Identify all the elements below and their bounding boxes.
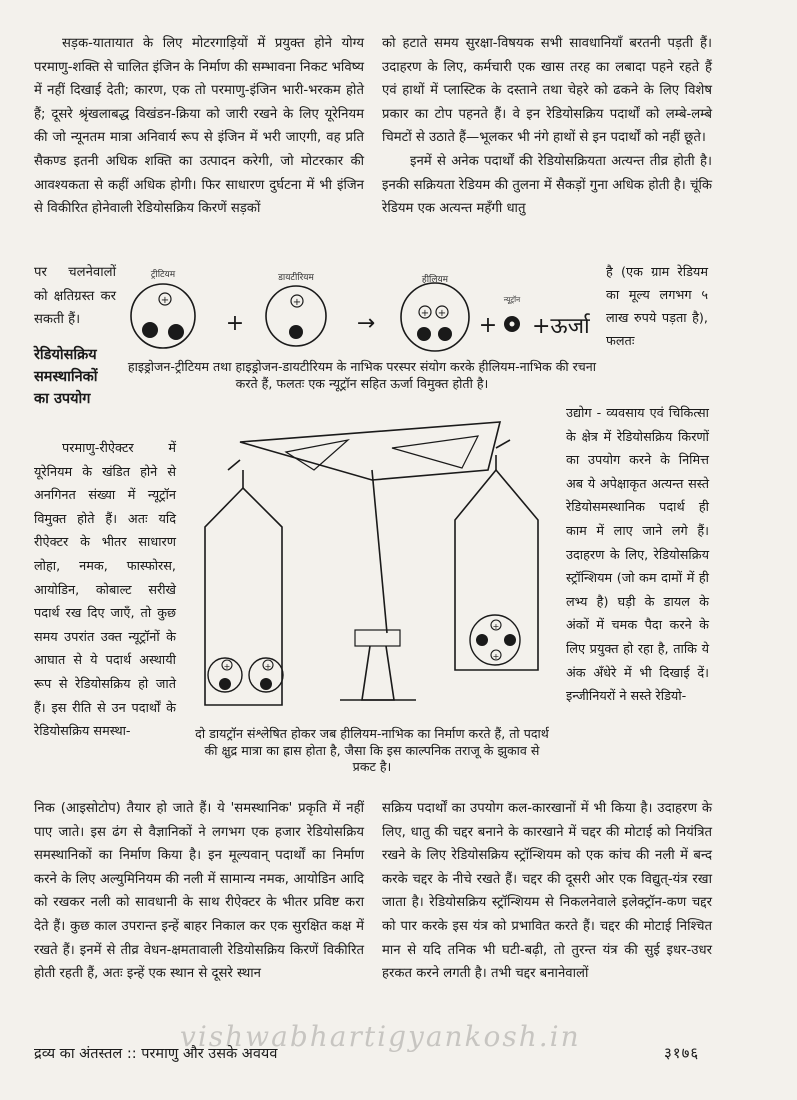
- neutron-icon: [289, 325, 303, 339]
- reaction-arrow: →: [356, 311, 376, 336]
- helium-nucleus: [401, 283, 469, 351]
- right-pan: [455, 470, 538, 670]
- scale-pointer: [372, 470, 387, 633]
- figure-caption-2: दो डायट्रॉन संश्लेषित होकर जब हीलियम-नाभिक का निर्माण करते हैं, तो पदार्थ की क्षुद्र मात्रा का ह्रास होता है, जैसा कि इस काल्पनिक तराजू के झुकाव से प्रकट है।: [195, 726, 549, 774]
- paragraph: को हटाते समय सुरक्षा-विषयक सभी सावधानियाँ बरतनी पड़ती हैं। उदाहरण के लिए, कर्मचारी एक खास तरह का लबादा पहने रहते हैं एवं हाथों में प्लास्टिक के दस्ताने तथा चेहरे को ढकने के लिए विशेष प्रकार का टोप पहनते हैं। वे इन रेडियोसक्रिय पदार्थों को लम्बे-लम्बे चिमटों से उठाते हैं—भूलकर भी नंगे हाथों से इन पदार्थों को नहीं छूते।: [382, 36, 712, 146]
- svg-text:+: +: [264, 662, 272, 671]
- text-column-bottom-right: [382, 797, 712, 986]
- deuterium-label: डायटीरियम: [278, 273, 314, 283]
- deuterium-particles: [289, 295, 303, 339]
- right-pan-nucleus: [470, 615, 520, 665]
- neutron-icon: [417, 327, 431, 341]
- paragraph: पर चलनेवालों को क्षतिग्रस्त कर सकती हैं।: [34, 265, 116, 328]
- scale-stand: [362, 646, 394, 700]
- text-column-bottom-left: [34, 797, 364, 986]
- tritium-particles: [142, 293, 184, 340]
- scale-dial: [355, 630, 400, 646]
- left-pan: [205, 488, 282, 705]
- watermark: vishwabhartigyankosh.in: [180, 1020, 581, 1053]
- helium-particles: [417, 306, 452, 341]
- svg-text:+: +: [492, 622, 500, 631]
- neutron-icon: [219, 678, 231, 690]
- helium-label: हीलियम: [421, 275, 449, 285]
- neutron-icon: [142, 322, 158, 338]
- energy-label: +ऊर्जा: [532, 314, 590, 339]
- neutron-icon: [476, 634, 488, 646]
- plus-sign: +: [225, 311, 245, 336]
- scale-beam: [240, 422, 500, 480]
- neutron-icon: [504, 634, 516, 646]
- page-number: ३१७६: [664, 1044, 700, 1062]
- neutron-icon: [438, 327, 452, 341]
- plus-sign: +: [478, 313, 498, 338]
- paragraph: है (एक ग्राम रेडियम का मूल्य लगभग ५ लाख रुपये पड़ता है), फलतः: [606, 265, 708, 349]
- paragraph: सक्रिय पदार्थों का उपयोग कल-कारखानों में भी किया है। उदाहरण के लिए, धातु की चद्दर बनाने के कारखाने में चद्दर की मोटाई को नियंत्रित रखने के लिए रेडियोसक्रिय स्ट्रॉन्शियम को एक कांच की नली में बन्द करके चद्दर के नीचे रखते हैं। चद्दर की दूसरी ओर एक विद्युत्-यंत्र रखा जाता है। रेडियोसक्रिय स्ट्रॉन्शियम से निकलनेवाले इलेक्ट्रॉन-कण चद्दर को पार करके इस यंत्र को प्रभावित करते हैं। चद्दर की मोटाई निश्चित मान से यदि तनिक भी घटी-बढ़ी, तो तुरन्त यंत्र की सुई इधर-उधर हरकत करने लगती है। तभी चद्दर बनानेवालों: [382, 801, 712, 982]
- tritium-label: ट्रीटियम: [150, 270, 176, 280]
- svg-text:+: +: [292, 297, 302, 308]
- section-heading: रेडियोसक्रिय समस्थानिकों का उपयोग: [34, 347, 98, 407]
- svg-text:+: +: [223, 662, 231, 671]
- paragraph: परमाणु-रीऐक्टर में यूरेनियम के खंडित होने से अनगिनत संख्या में न्यूट्रॉन विमुक्त होते हैं। अतः यदि रीऐक्टर के भीतर साधारण लोहा, नमक, फास्फोरस, आयोडिन, कोबाल्ट सरीखे पदार्थ रख दिए जाएँ, तो कुछ समय उपरांत उक्त न्यूट्रॉनों के आघात से ये पदार्थ अस्थायी रूप से रेडियोसक्रिय हो जाते हैं। इस रीति से उन पदार्थों के रेडियोसक्रिय समस्था-: [34, 441, 176, 740]
- figure-caption-1: हाइड्रोजन-ट्रीटियम तथा हाइड्रोजन-डायटीरियम के नाभिक परस्पर संयोग करके हीलियम-नाभिक की रचना करते हैं, फलतः एक न्यूट्रॉन सहित ऊर्जा विमुक्त होती है।: [127, 359, 597, 391]
- svg-text:+: +: [160, 295, 170, 306]
- footer-title: द्रव्य का अंतस्तल :: परमाणु और उसके अवयव: [34, 1046, 278, 1062]
- paragraph: निक (आइसोटोप) तैयार हो जाते हैं। ये 'समस्थानिक' प्रकृति में नहीं पाए जाते। इस ढंग से वैज्ञानिकों ने लगभग एक हजार रेडियोसक्रिय समस्थानिकों का निर्माण किया है। इन मूल्यवान् पदार्थों का निर्माण करने के लिए अल्युमिनियम की नली में सामान्य नमक, आयोडिन आदि को रखकर नली को सावधानी के साथ रीऐक्टर के भीतर प्रविष्ट करा देते हैं। कुछ काल उपरान्त इन्हें बाहर निकाल कर एक सुरक्षित कक्ष में रखते हैं। इनमें से तीव्र वेधन-क्षमतावाली रेडियोसक्रिय किरणें विकीरित होती रहती हैं, अतः इन्हें एक स्थान से दूसरे स्थान: [34, 801, 364, 982]
- left-pan-nuclei: [208, 658, 283, 692]
- svg-text:+: +: [420, 308, 430, 319]
- svg-text:+: +: [437, 308, 447, 319]
- neutron-label: न्यूट्रॉन: [503, 295, 521, 304]
- svg-text:+: +: [492, 652, 500, 661]
- paragraph: इनमें से अनेक पदार्थों की रेडियोसक्रियता अत्यन्त तीव्र होती है। इनकी सक्रियता रेडियम की तुलना में सैकड़ों गुना अधिक होती है। चूंकि रेडियम एक अत्यन्त महँगी धातु: [382, 153, 712, 217]
- neutron-icon: [168, 324, 184, 340]
- paragraph: उद्योग - व्यवसाय एवं चिकित्सा के क्षेत्र में रेडियोसक्रिय किरणों का उपयोग करने के निमित्त अब ये अपेक्षाकृत अत्यन्त सस्ते रेडियोसमस्थानिक पदार्थ ही काम में लाए जाने लगे हैं। उदाहरण के लिए, रेडियोसक्रिय स्ट्रॉन्शियम (जो कम दामों में ही लभ्य है) घड़ी के डायल के अंकों में चमक पैदा करने के लिए प्रयुक्त हो रहा है, ताकि ये अंक अँधेरे में भी दिखाई दें। इन्जीनियरों ने सस्ते रेडियो-: [566, 406, 709, 705]
- neutron-icon: [260, 678, 272, 690]
- paragraph: सड़क-यातायात के लिए मोटरगाड़ियों में प्रयुक्त होने योग्य परमाणु-शक्ति से चालित इंजिन के निर्माण की सम्भावना निकट भविष्य में नहीं दिखाई देती; कारण, एक तो परमाणु-इंजिन भारी-भरकम होते हैं; दूसरे श्रृंखलाबद्ध विखंडन-क्रिया को जारी रखने के लिए यूरेनियम की जो न्यूनतम मात्रा अनिवार्य रूप से इंजिन में भरी जाएगी, वह प्रति सैकण्ड इतनी अधिक शक्ति का उत्पादन करेगी, जो मोटरकार की आवश्यकता से कहीं अधिक होगी। फिर साधारण दुर्घटना में भी इंजिन से विकीरित होनेवाली रेडियोसक्रिय किरणें सड़कों: [34, 36, 364, 217]
